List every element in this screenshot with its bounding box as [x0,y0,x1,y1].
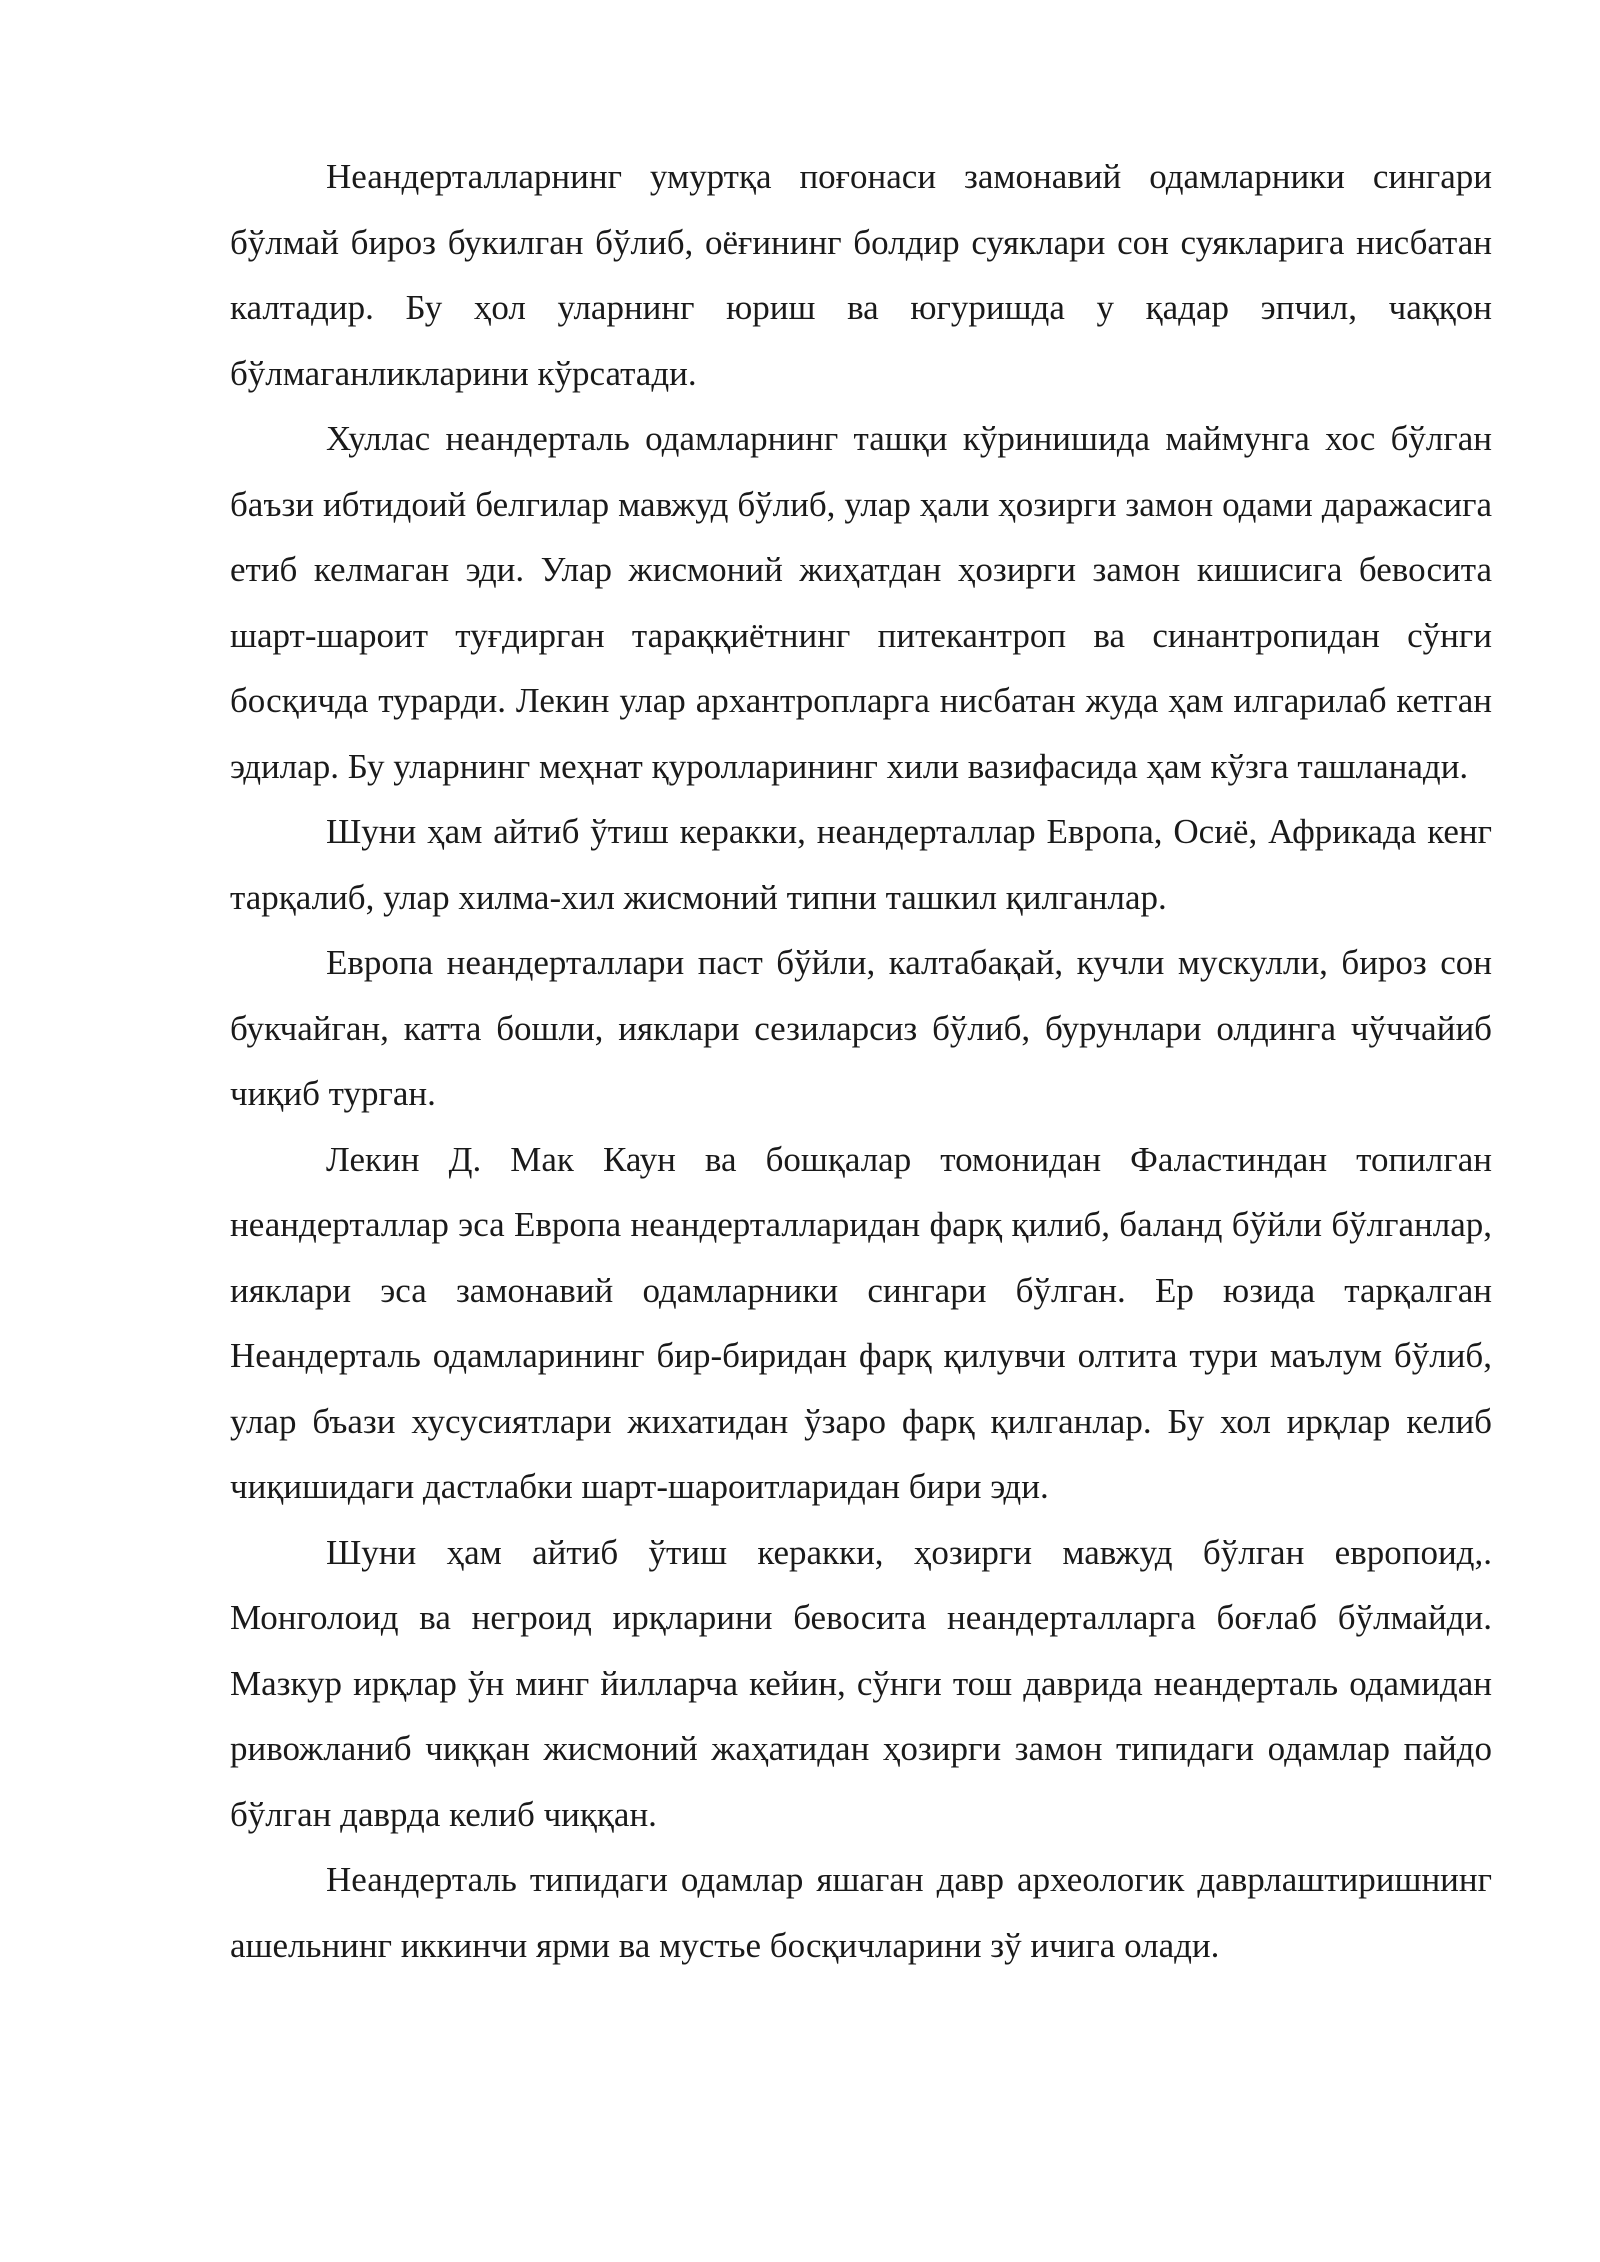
document-body [230,144,1492,1978]
paragraph-7: Неандерталь типидаги одамлар яшаган давр археологик даврлаштиришнинг ашельнинг иккинчи ярми ва мустье босқичларини зў ичига олади. [230,1860,1492,1965]
paragraph-2: Хуллас неандерталь одамларнинг ташқи кўринишида маймунга хос бўлган баъзи ибтидоий белгилар мавжуд бўлиб, улар ҳали ҳозирги замон одами даражасига етиб келмаган эди. Улар жисмоний жиҳатдан ҳозирги замон кишисига бевосита шарт-шароит туғдирган тараққиётнинг питекантроп ва синантропидан сўнги босқичда турарди. Лекин улар архантропларга нисбатан жуда ҳам илгарилаб кетган эдилар. Бу уларнинг меҳнат қуролларининг хили вазифасида ҳам кўзга ташланади. [230,419,1492,786]
paragraph-3: Шуни ҳам айтиб ўтиш керакки, неандерталлар Европа, Осиё, Африкада кенг тарқалиб, улар хилма-хил жисмоний типни ташкил қилганлар. [230,812,1492,917]
paragraph-6: Шуни ҳам айтиб ўтиш керакки, ҳозирги мавжуд бўлган европоид,. Монголоид ва негроид ирқларини бевосита неандерталларга боғлаб бўлмайди. Мазкур ирқлар ўн минг йилларча кейин, сўнги тош даврида неандерталь одамидан ривожланиб чиққан жисмоний жаҳатидан ҳозирги замон типидаги одамлар пайдо бўлган даврда келиб чиққан. [230,1532,1492,1834]
paragraph-4: Европа неандерталлари паст бўйли, калтабақай, кучли мускулли, бироз сон букчайган, катта бошли, ияклари сезиларсиз бўлиб, бурунлари олдинга чўччайиб чиқиб турган. [230,943,1492,1113]
paragraph-1: Неандерталларнинг умуртқа поғонаси замонавий одамларники сингари бўлмай бироз букилган бўлиб, оёғининг болдир суяклари сон суякларига нисбатан калтадир. Бу ҳол уларнинг юриш ва югуришда у қадар эпчил, чаққон бўлмаганликларини кўрсатади. [230,157,1492,393]
paragraph-5: Лекин Д. Мак Каун ва бошқалар томонидан Фаластиндан топилган неандерталлар эса Европа неандерталларидан фарқ қилиб, баланд бўйли бўлганлар, ияклари эса замонавий одамларники сингари бўлган. Ер юзида тарқалган Неандерталь одамларининг бир-биридан фарқ қилувчи олтита тури маълум бўлиб, улар бъази хусусиятлари жихатидан ўзаро фарқ қилганлар. Бу хол ирқлар келиб чиқишидаги дастлабки шарт-шароитларидан бири эди. [230,1139,1492,1506]
